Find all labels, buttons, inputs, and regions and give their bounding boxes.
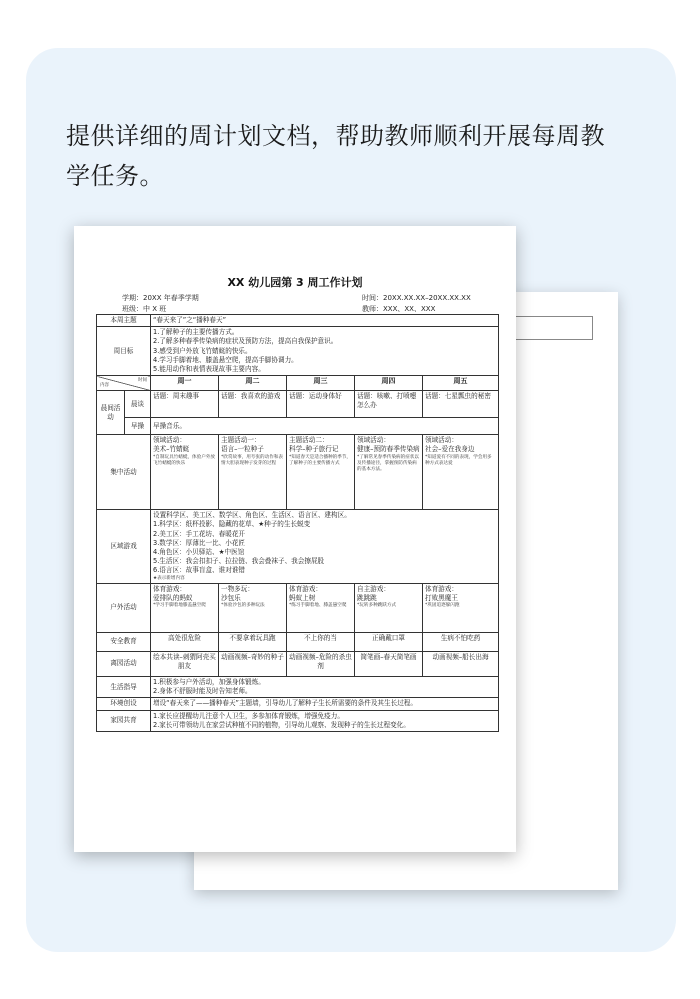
safety-cell: 不上你的当 [287, 633, 355, 652]
list-item: 4.角色区：小贝驿站、★中医馆 [153, 548, 245, 557]
list-item: 2.美工区：手工花坊、春暖花开 [153, 529, 246, 538]
chat-cell: 话题：我喜欢的游戏 [219, 391, 287, 418]
group-note: *自制玩具竹蜻蜓，体验户外放飞竹蜻蜓的快乐 [153, 454, 216, 467]
outdoor-cell [219, 584, 287, 633]
chat-cell: 话题：运动身体好 [287, 391, 355, 418]
corner-top-label: 时间 [138, 378, 147, 384]
exercise-label: 早操 [125, 418, 151, 435]
safety-cell: 不要拿着玩具跑 [219, 633, 287, 652]
table-row [97, 584, 499, 633]
group-cell [423, 435, 499, 510]
group-title: 科学–种子旅行记 [289, 445, 339, 454]
group-note: *欣赏故事，用夸张的动作和表情大胆表现种子发芽的过程 [221, 454, 284, 467]
group-cell [219, 435, 287, 510]
list-item: 1.科学区：纸杯投影、隐藏的花草、★种子的生长蜕变 [153, 520, 311, 529]
group-note: *知道春天是适合播种的季节，了解种子的主要传播方式 [289, 454, 352, 467]
list-item: 2.家长可带领幼儿在家尝试种植不同的植物，引导幼儿观察、发现种子的生长过程变化。 [153, 720, 410, 729]
morning-label: 晨间活动 [97, 391, 125, 435]
outdoor-note: *体验沙包的多种玩法 [221, 603, 265, 609]
home-list [151, 710, 499, 731]
outdoor-title: 爱排队的蚂蚁 [153, 594, 193, 603]
env-value: 增设“春天来了——播种春天”主题墙，引导幼儿了解种子生长所需要的条件及其生长过程。 [151, 698, 499, 710]
group-title: 社会–爱在我身边 [425, 445, 475, 454]
group-title: 健康–预防春季传染病 [357, 445, 420, 454]
outdoor-title: 蚂蚁上树 [289, 594, 316, 603]
safety-cell: 正确戴口罩 [355, 633, 423, 652]
exercise-value: 早操音乐。 [151, 418, 499, 435]
table-row [97, 510, 499, 584]
group-type: 领域活动： [425, 436, 458, 445]
table-row [97, 633, 499, 652]
env-label: 环境创设 [97, 698, 151, 710]
list-item: 6.语言区：故事盲盒、谁对谁错 [153, 566, 246, 575]
table-row [97, 652, 499, 677]
front-document-page [74, 226, 516, 852]
outdoor-cell [355, 584, 423, 633]
group-title: 语言–一粒种子 [221, 445, 264, 454]
outdoor-title: 打败黑魔王 [425, 594, 458, 603]
day-header: 周五 [423, 376, 499, 391]
group-cell [151, 435, 219, 510]
list-item: 1.了解种子的主要传播方式。 [153, 328, 239, 337]
outdoor-type: 一物多玩： [221, 585, 254, 594]
list-item: 3.数学区：厚薄比一比、小花匠 [153, 538, 246, 547]
outdoor-note: *练习手脚着地、膝盖悬空爬 [289, 603, 347, 609]
outdoor-cell [151, 584, 219, 633]
time-label: 时间：20XX.XX.XX–20XX.XX.XX [362, 294, 471, 302]
list-item: 4.学习手脚着地、膝盖悬空爬，提高手脚协调力。 [153, 355, 298, 364]
group-type: 领域活动： [153, 436, 186, 445]
table-row [97, 376, 499, 391]
corner-header [97, 376, 151, 391]
table-row [97, 677, 499, 698]
life-label: 生活指导 [97, 677, 151, 698]
leaving-cell: 动画视频–危险的杀虫剂 [287, 652, 355, 677]
group-cell [355, 435, 423, 510]
theme-label: 本周主题 [97, 315, 151, 327]
headline: 提供详细的周计划文档，帮助教师顺利开展每周教学任务。 [66, 122, 605, 190]
area-note: ★表示新增内容 [153, 575, 185, 581]
group-note: *知道爱有不同的表现，学会用多种方式表达爱 [425, 454, 492, 467]
group-title: 美术–竹蜻蜓 [153, 445, 190, 454]
class-label: 班级：中 X 班 [122, 305, 167, 313]
goal-label: 周目标 [97, 327, 151, 376]
area-label: 区域游戏 [97, 510, 151, 584]
safety-cell: 生病不怕吃药 [423, 633, 499, 652]
list-item: 5.生活区：我会扣扣子、拉拉链、我会叠袜子、我会擦屁股 [153, 557, 325, 566]
term-label: 学期：20XX 年春季学期 [122, 294, 199, 302]
weekly-plan-table [96, 314, 499, 732]
leaving-cell: 简笔画–春天简笔画 [355, 652, 423, 677]
outdoor-type: 体育游戏： [425, 585, 458, 594]
chat-cell: 话题：咳嗽、打喷嚏怎么办 [355, 391, 423, 418]
table-row [97, 710, 499, 731]
leaving-cell: 绘本共读–刺猬阿壳买朋友 [151, 652, 219, 677]
outdoor-title: 沙包乐 [221, 594, 241, 603]
outdoor-type: 自主游戏： [357, 585, 390, 594]
group-type: 主题活动一： [221, 436, 261, 445]
day-header: 周一 [151, 376, 219, 391]
table-row [97, 435, 499, 510]
outdoor-type: 体育游戏： [289, 585, 322, 594]
list-item: 1.积极参与户外活动，加强身体锻炼。 [153, 678, 265, 687]
chat-cell: 话题：周末趣事 [151, 391, 219, 418]
leaving-cell: 动画视频–船长出海 [423, 652, 499, 677]
group-type: 领域活动： [357, 436, 390, 445]
outdoor-label: 户外活动 [97, 584, 151, 633]
table-row [97, 391, 499, 418]
theme-value: “春天来了”之“播种春天” [151, 315, 499, 327]
document-title: XX 幼儿园第 3 周工作计划 [227, 276, 363, 289]
day-header: 周三 [287, 376, 355, 391]
chat-cell: 话题：七星瓢虫的秘密 [423, 391, 499, 418]
list-item: 3.感受到户外放飞竹蜻蜓的快乐。 [153, 346, 252, 355]
goal-list [151, 327, 499, 376]
outdoor-title: 跳跳跳 [357, 594, 377, 603]
group-label: 集中活动 [97, 435, 151, 510]
list-item: 2.身体不舒服时能及时告知老师。 [153, 687, 252, 696]
outdoor-note: *巩固追逐躲闪跑 [425, 603, 460, 609]
group-note: *了解常见春季传染病的症状以及传播途径，掌握预防传染病的基本方法。 [357, 454, 420, 473]
table-row [97, 698, 499, 710]
day-header: 周四 [355, 376, 423, 391]
leaving-cell: 动画视频–奇妙的种子 [219, 652, 287, 677]
table-row [97, 418, 499, 435]
list-item: 设置科学区、美工区、数学区、角色区、生活区、语言区、建构区。 [153, 511, 351, 520]
chat-label: 晨谈 [125, 391, 151, 418]
corner-bottom-label: 内容 [100, 383, 109, 389]
group-type: 主题活动二： [289, 436, 329, 445]
life-list [151, 677, 499, 698]
leaving-label: 离园活动 [97, 652, 151, 677]
group-cell [287, 435, 355, 510]
day-header: 周二 [219, 376, 287, 391]
area-list [151, 510, 499, 584]
outdoor-note: *学习手脚着地膝盖悬空爬 [153, 603, 206, 609]
outdoor-cell [287, 584, 355, 633]
table-row [97, 315, 499, 327]
safety-cell: 高处很危险 [151, 633, 219, 652]
outdoor-cell [423, 584, 499, 633]
list-item: 2.了解多种春季传染病的症状及预防方法，提高自我保护意识。 [153, 337, 338, 346]
outdoor-type: 体育游戏： [153, 585, 186, 594]
teachers-label: 教师：XXX、XX、XXX [362, 305, 436, 313]
table-row [97, 327, 499, 376]
home-label: 家园共育 [97, 710, 151, 731]
list-item: 1.家长应提醒幼儿注意个人卫生，多参加体育锻炼，增强免疫力。 [153, 711, 344, 720]
safety-label: 安全教育 [97, 633, 151, 652]
list-item: 5.能用动作和表情表现故事主要内容。 [153, 365, 265, 374]
outdoor-note: *玩转多种跳跃方式 [357, 603, 397, 609]
